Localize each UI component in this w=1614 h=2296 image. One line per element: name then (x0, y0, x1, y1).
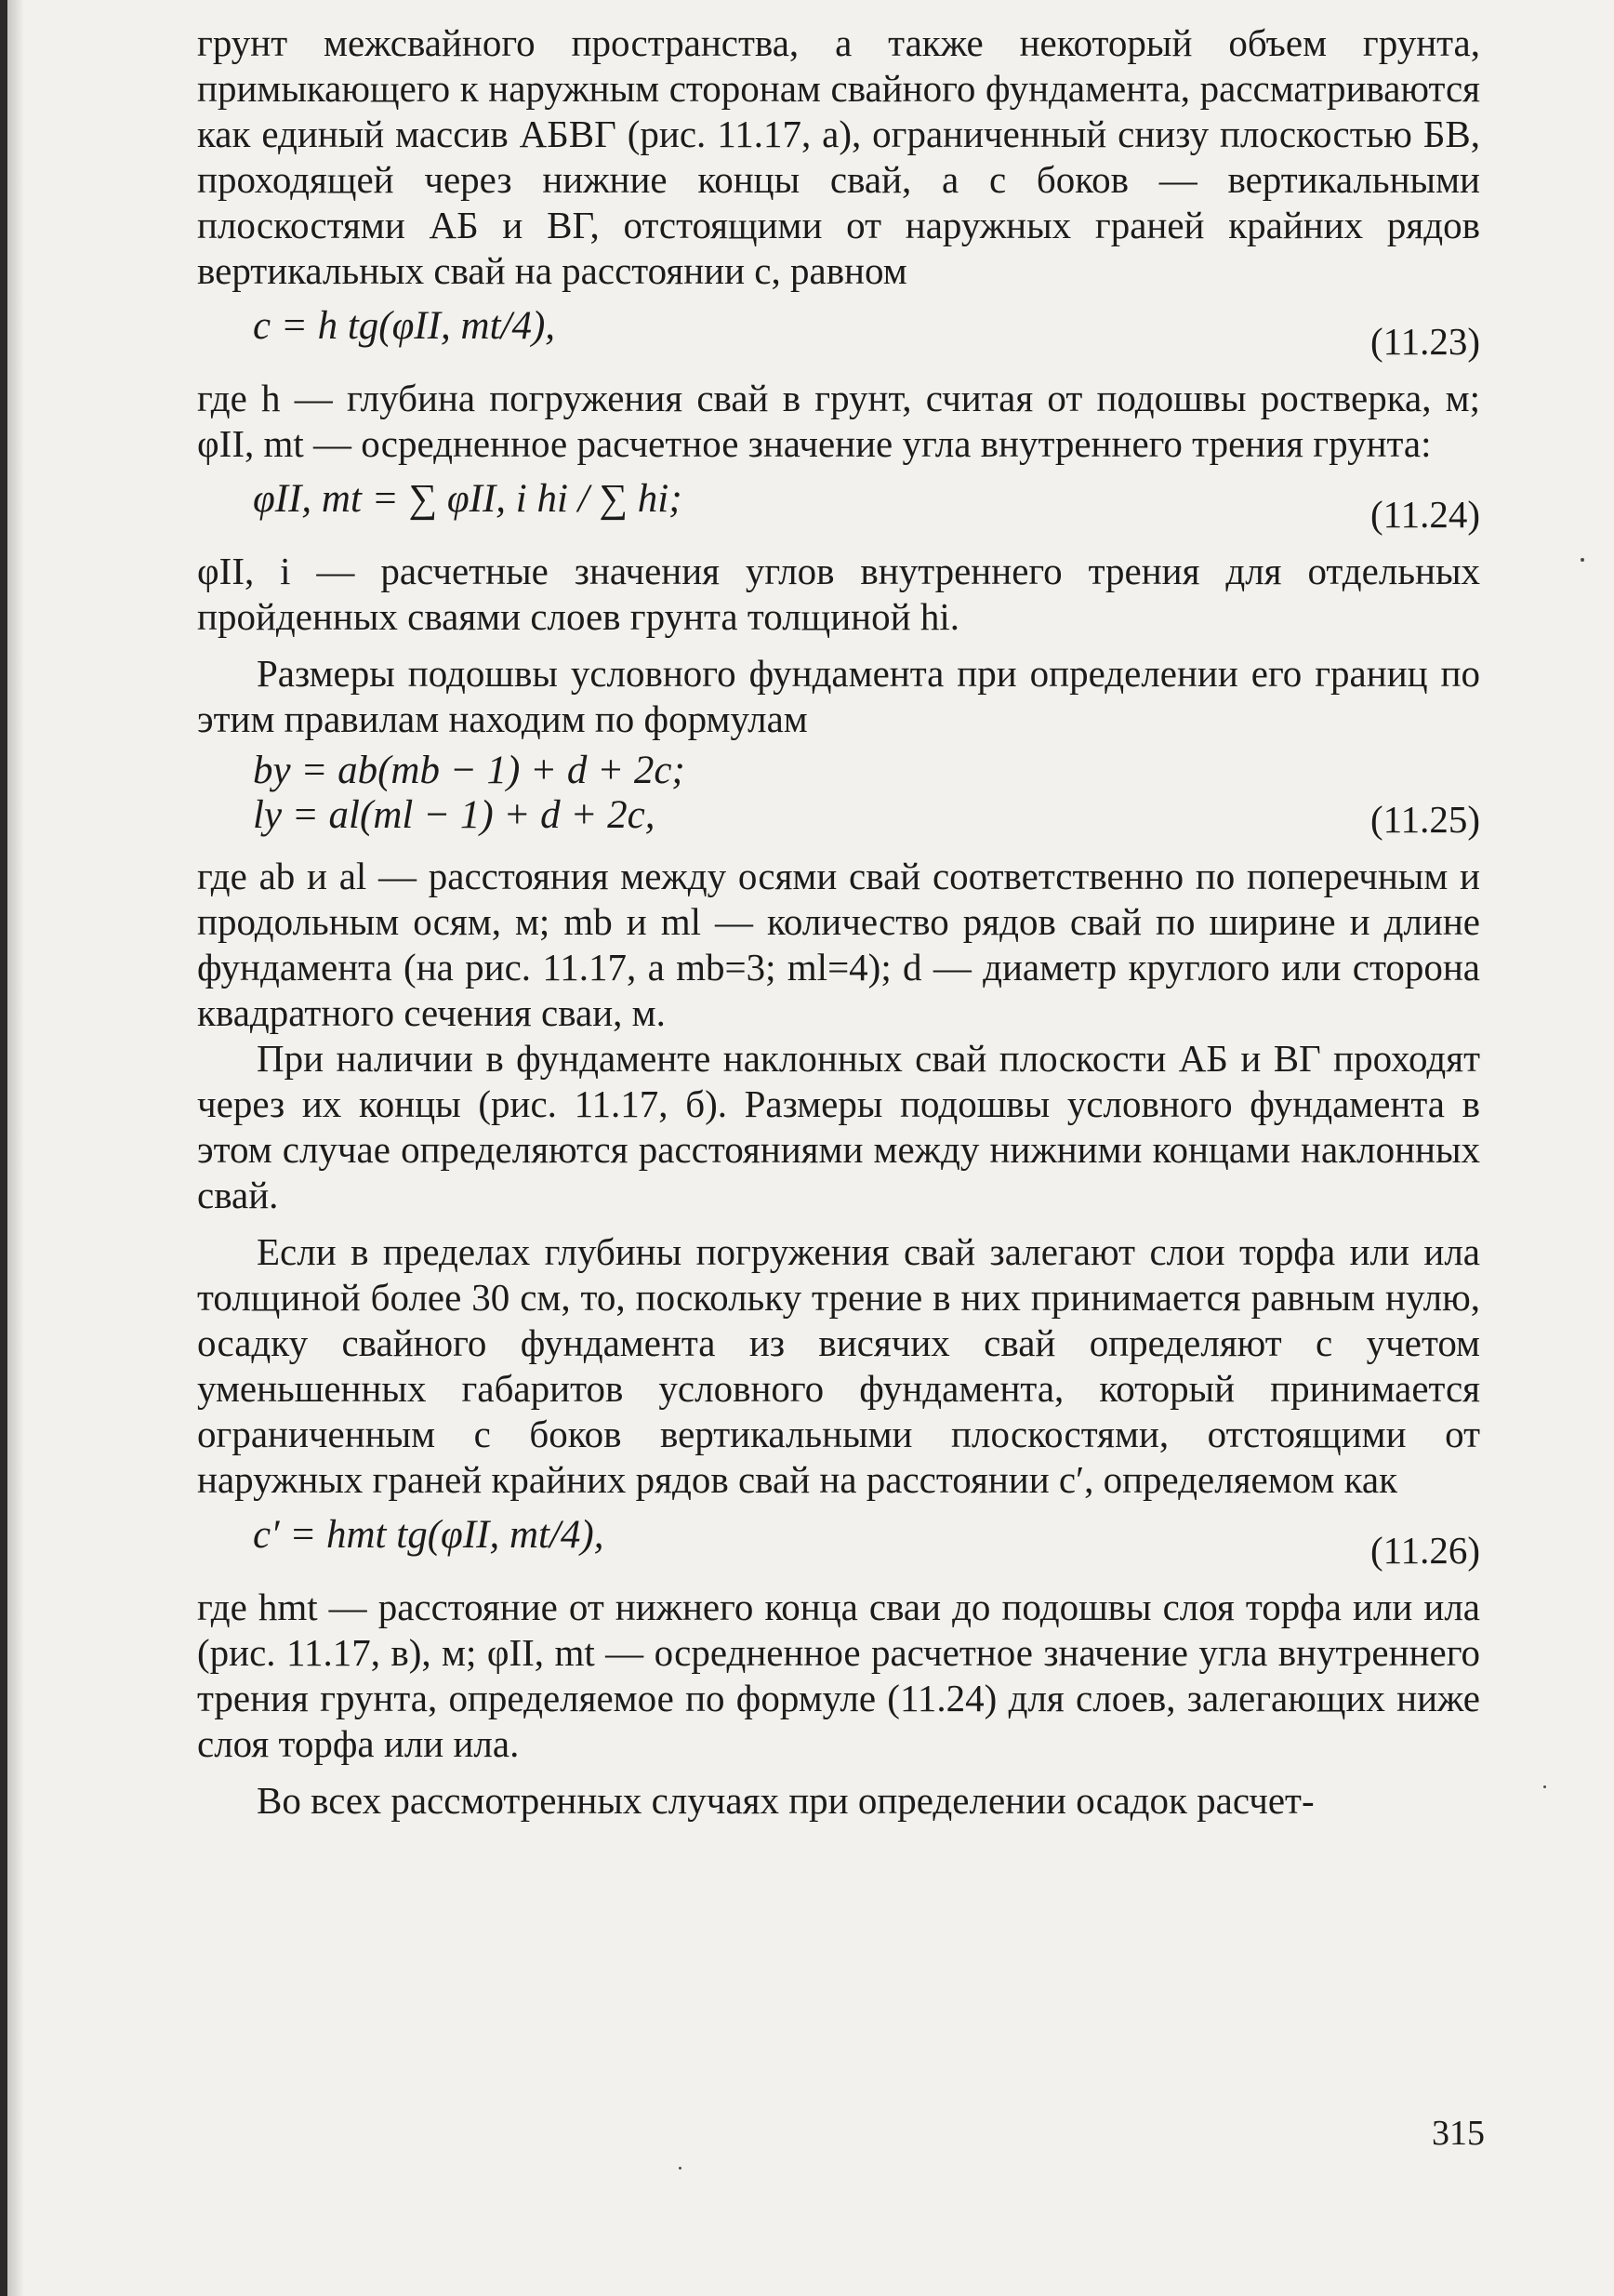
paragraph-9: Во всех рассмотренных случаях при определении осадок расчет- (257, 1779, 1315, 1822)
equation-11-25 (197, 748, 1480, 844)
book-binding-edge (0, 0, 7, 2296)
paragraph-7: Если в пределах глубины погружения свай залегают слои торфа или ила толщиной более 30 см, то, поскольку трение в них принимается равным нулю, осадку свайного фундамента из висячих свай определяют с учетом уменьшенных габаритов условного фундамента, который принимается ограниченным с боков вертикальными плоскостями, отстоящими от наружных граней крайних рядов свай на расстоянии c′, определяемом как (197, 1230, 1480, 1501)
page-body (197, 20, 1480, 1824)
paragraph-4: Размеры подошвы условного фундамента при определении его границ по этим правилам находим по формулам (197, 652, 1480, 740)
equation-11-23 (197, 299, 1480, 366)
equation-11-26 (197, 1508, 1480, 1575)
paragraph-2: где h — глубина погружения свай в грунт, считая от подошвы ростверка, м; φII, mt — осредненное расчетное значение угла внутреннего трения грунта: (197, 377, 1480, 465)
equation-line-2: lу = al(ml − 1) + d + 2c, (253, 793, 655, 837)
equation-number: (11.26) (1369, 1529, 1480, 1572)
equation-11-24 (197, 472, 1480, 539)
equation-number: (11.25) (1369, 798, 1480, 841)
paragraph-5: где ab и al — расстояния между осями свай соответственно по поперечным и продольным осям, м; mb и ml — количество рядов свай по ширине и длине фундамента (на рис. 11.17, а mb=3; ml=4); d — диаметр круглого или сторона квадратного сечения сваи, м. (197, 855, 1480, 1034)
paragraph-8: где hmt — расстояние от нижнего конца сваи до подошвы слоя торфа или ила (рис. 11.17, в), м; φII, mt — осредненное расчетное значение угла внутреннего трения грунта, определяемое по формуле (11.24) для слоев, залегающих ниже слоя торфа или ила. (197, 1586, 1480, 1765)
equation-formula: c = h tg(φII, mt/4), (253, 304, 556, 348)
paragraph-6: При наличии в фундаменте наклонных свай плоскости АБ и ВГ проходят через их концы (рис. 11.17, б). Размеры подошвы условного фундамента в этом случае определяются расстояниями между нижними концами наклонных свай. (197, 1037, 1480, 1216)
equation-formula: φII, mt = ∑ φII, i hi / ∑ hi; (253, 477, 682, 521)
scan-speck (1543, 1785, 1546, 1788)
scan-speck (679, 2167, 681, 2170)
page-number: 315 (1432, 2114, 1485, 2153)
equation-number: (11.24) (1369, 493, 1480, 536)
equation-number: (11.23) (1369, 320, 1480, 363)
scan-speck (1581, 558, 1584, 562)
paragraph-1: грунт межсвайного пространства, а также некоторый объем грунта, примыкающего к наружным сторонам свайного фундамента, рассматриваются как единый массив АБВГ (рис. 11.17, а), ограниченный снизу плоскостью БВ, проходящей через нижние концы свай, а с боков — вертикальными плоскостями АБ и ВГ, отстоящими от наружных граней крайних рядов вертикальных свай на расстоянии c, равном (197, 21, 1480, 292)
equation-formula: c′ = hmt tg(φII, mt/4), (253, 1513, 604, 1557)
binding-shadow (7, 0, 24, 2296)
equation-line-1: bу = ab(mb − 1) + d + 2c; (253, 749, 685, 792)
paragraph-3: φII, i — расчетные значения углов внутреннего трения для отдельных пройденных сваями слоев грунта толщиной hi. (197, 550, 1480, 638)
